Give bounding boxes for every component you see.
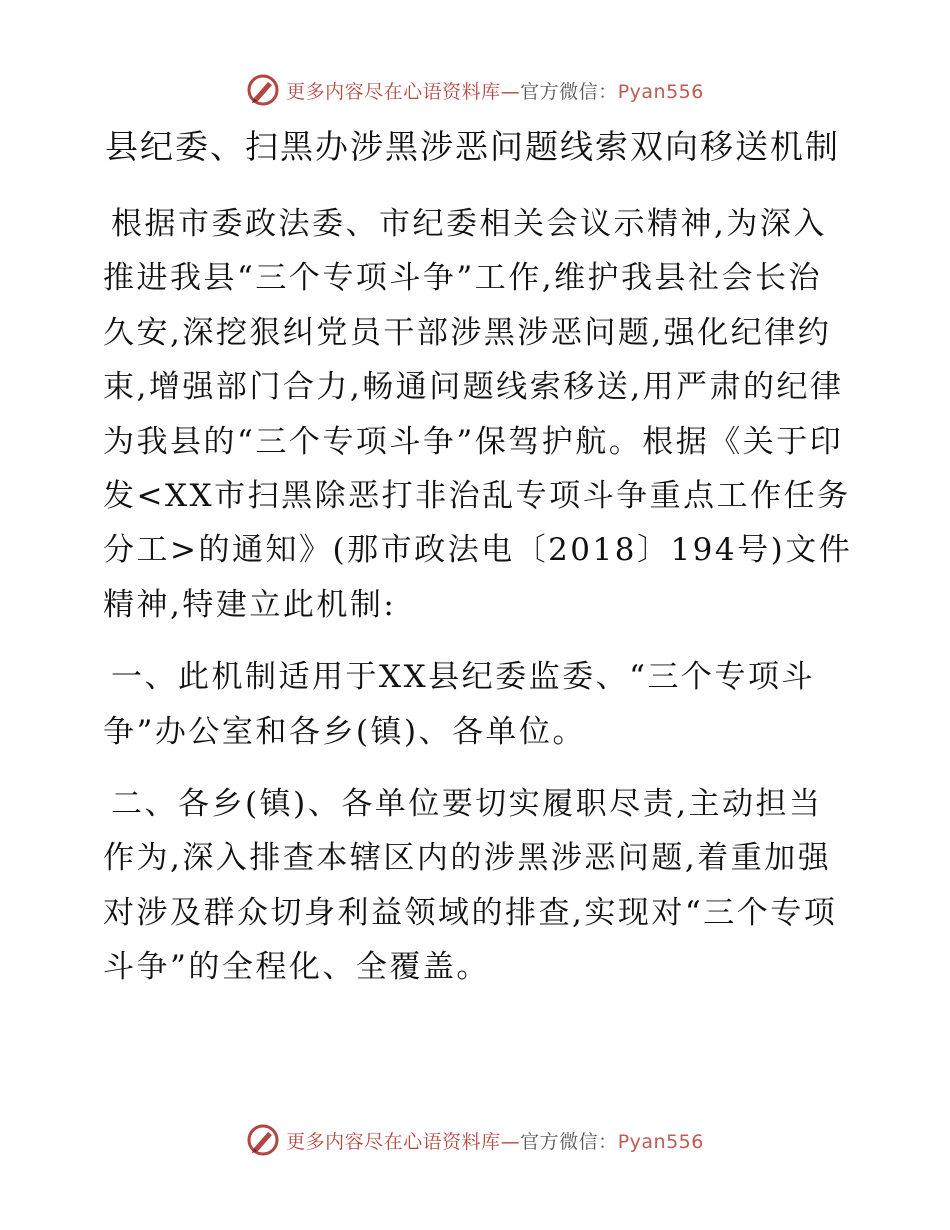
banner-wechat-id: Pyan556: [617, 1130, 704, 1153]
banner-separator: —: [500, 1130, 521, 1153]
footer-watermark-banner: [0, 1120, 950, 1160]
banner-text: 更多内容尽在心语资料库: [286, 1130, 501, 1153]
document-title: 县纪委、扫黑办涉黑涉恶问题线索双向移送机制: [105, 127, 840, 166]
pen-circle-logo-icon: [246, 1123, 280, 1157]
banner-wechat-label: 官方微信：: [520, 80, 618, 103]
paragraph-intro: 根据市委政法委、市纪委相关会议示精神,为深入推进我县“三个专项斗争”工作,维护我县社会长治久安,深挖狠纠党员干部涉黑涉恶问题,强化纪律约束,增强部门合力,畅通问题线索移送,用严肃的纪律为我县的“三个专项斗争”保驾护航。根据《关于印发<XX市扫黑除恶打非治乱专项斗争重点工作任务分工>的通知》(那市政法电〔2018〕194号)文件精神,特建立此机制:: [103, 206, 853, 623]
banner-wechat-label: 官方微信：: [520, 1130, 618, 1153]
paragraph-item-2: 二、各乡(镇)、各单位要切实履职尽责,主动担当作为,深入排查本辖区内的涉黑涉恶问题,着重加强对涉及群众切身利益领域的排查,实现对“三个专项斗争”的全程化、全覆盖。: [103, 786, 838, 986]
banner-text: 更多内容尽在心语资料库: [286, 80, 501, 103]
banner-wechat-id: Pyan556: [617, 80, 704, 103]
banner-separator: —: [500, 80, 521, 103]
header-watermark-banner: [0, 70, 950, 110]
paragraph-item-1: 一、此机制适用于XX县纪委监委、“三个专项斗争”办公室和各乡(镇)、各单位。: [103, 659, 815, 750]
pen-circle-logo-icon: [246, 73, 280, 107]
document-body: [103, 197, 853, 995]
